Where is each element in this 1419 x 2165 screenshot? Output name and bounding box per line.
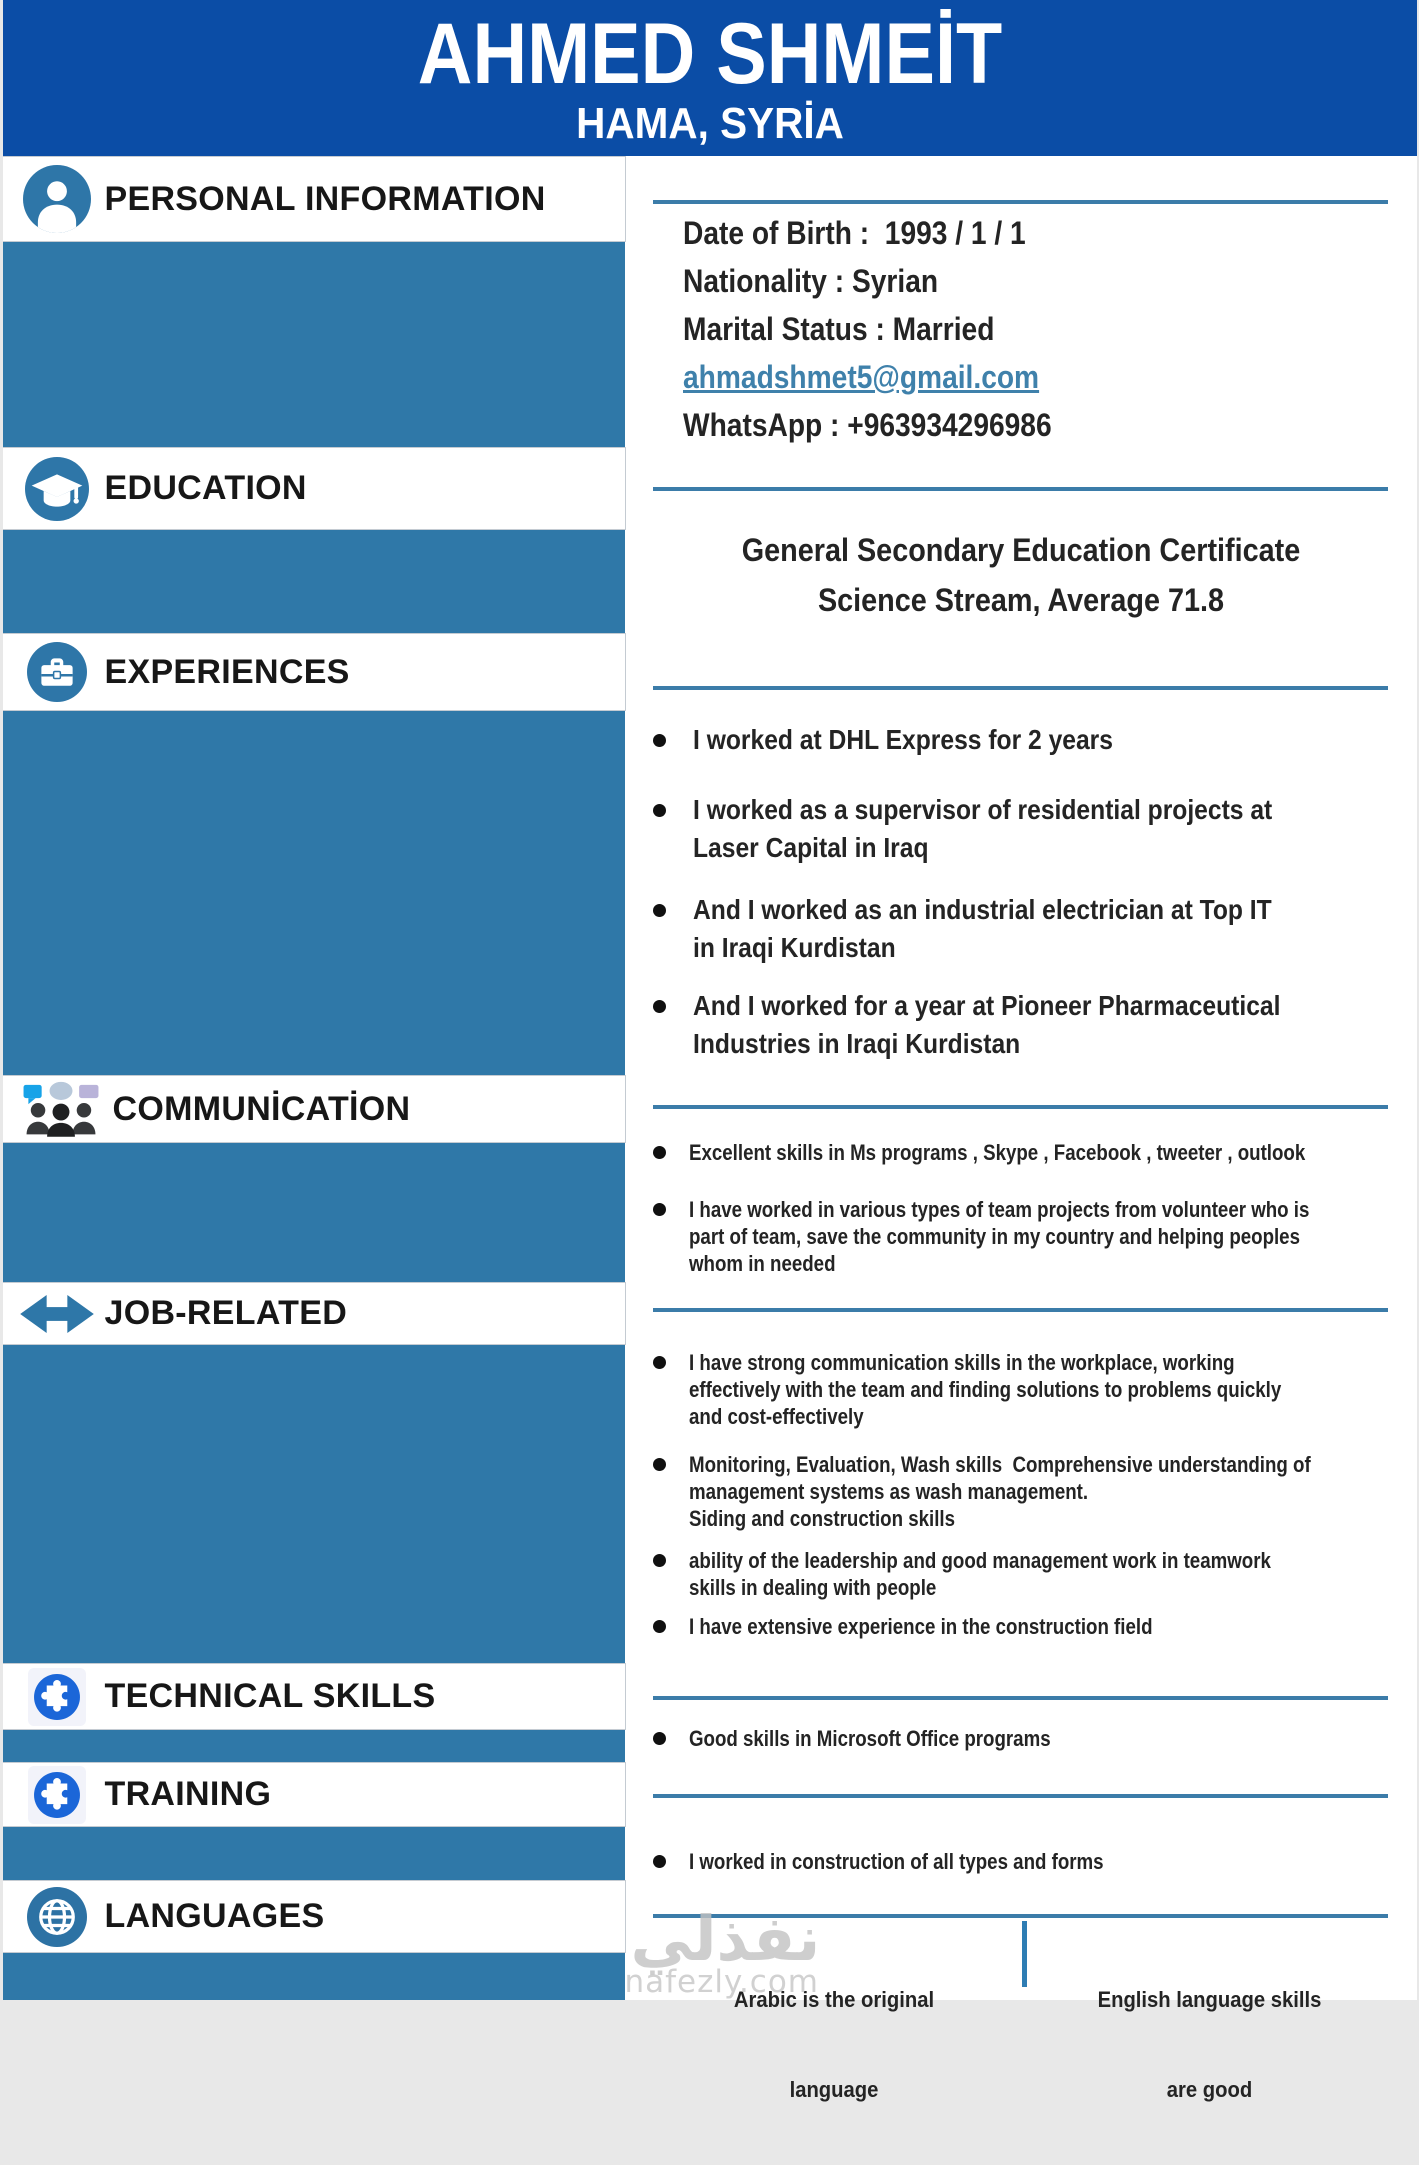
experience-item: I worked at DHL Express for 2 years xyxy=(653,721,1170,759)
section-label: PERSONAL INFORMATION xyxy=(105,180,546,219)
section-header-personal-information xyxy=(3,156,626,242)
bullet-icon xyxy=(653,1146,666,1159)
resume-page xyxy=(3,0,1417,2000)
separator xyxy=(653,1794,1388,1798)
job-related-item: Monitoring, Evaluation, Wash skills Comprehensive understanding of management systems as wash management. Siding and construction skills xyxy=(653,1451,1419,1532)
watermark-logo: نفذلي xyxy=(631,1902,821,1975)
whatsapp-number: WhatsApp : +963934296986 xyxy=(683,401,1052,449)
experience-item: I worked as a supervisor of residential projects at Laser Capital in Iraq xyxy=(653,791,1351,867)
footer-divider xyxy=(1022,1921,1027,1987)
separator xyxy=(653,1914,1388,1918)
section-header-technical-skills xyxy=(3,1663,626,1730)
date-of-birth: Date of Birth : 1993 / 1 / 1 xyxy=(683,209,1026,257)
separator xyxy=(653,200,1388,204)
separator xyxy=(653,686,1388,690)
section-label: LANGUAGES xyxy=(105,1897,325,1936)
job-related-item: I have extensive experience in the construction field xyxy=(653,1613,1234,1640)
separator xyxy=(653,1696,1388,1700)
email-link[interactable]: ahmadshmet5@gmail.com xyxy=(683,359,1039,395)
bullet-icon xyxy=(653,1356,666,1369)
double-arrow-icon xyxy=(19,1291,95,1337)
section-label: COMMUNİCATİON xyxy=(113,1090,411,1129)
bullet-icon xyxy=(653,1458,666,1471)
bullet-icon xyxy=(653,1203,666,1216)
puzzle-icon xyxy=(19,1766,95,1824)
bullet-icon xyxy=(653,1620,666,1633)
section-header-communication xyxy=(3,1075,626,1143)
person-icon xyxy=(19,165,95,233)
header xyxy=(3,0,1417,156)
globe-icon xyxy=(19,1887,95,1947)
section-header-training xyxy=(3,1762,626,1827)
education-stream: Science Stream, Average 71.8 xyxy=(689,575,1351,625)
section-label: JOB-RELATED xyxy=(105,1294,348,1333)
briefcase-icon xyxy=(19,642,95,702)
bullet-icon xyxy=(653,1855,666,1868)
section-header-experiences xyxy=(3,633,626,711)
email-row xyxy=(683,353,1039,401)
communication-item: I have worked in various types of team projects from volunteer who is part of team, save the community in my country and helping peoples whom in needed xyxy=(653,1196,1419,1277)
marital-status: Marital Status : Married xyxy=(683,305,994,353)
section-header-job-related xyxy=(3,1282,626,1345)
experience-item: And I worked for a year at Pioneer Pharmaceutical Industries in Iraqi Kurdistan xyxy=(653,987,1361,1063)
education-certificate: General Secondary Education Certificate xyxy=(689,525,1351,575)
location-subtitle: HAMA, SYRİA xyxy=(59,100,1360,148)
bullet-icon xyxy=(653,1554,666,1567)
technical-skill-item: Good skills in Microsoft Office programs xyxy=(653,1725,1114,1752)
bullet-icon xyxy=(653,904,666,917)
separator xyxy=(653,487,1388,491)
people-group-icon xyxy=(19,1080,103,1138)
bullet-icon xyxy=(653,1732,666,1745)
graduation-cap-icon xyxy=(19,457,95,521)
bullet-icon xyxy=(653,1000,666,1013)
watermark-domain: nafezly.com xyxy=(625,1964,820,2000)
language-arabic: Arabic is the original language xyxy=(667,1925,1000,2165)
puzzle-icon xyxy=(19,1668,95,1726)
page-title: AHMED SHMEİT xyxy=(87,6,1331,102)
communication-item: Excellent skills in Ms programs , Skype , Facebook , tweeter , outlook xyxy=(653,1139,1414,1166)
section-label: EXPERIENCES xyxy=(105,653,350,692)
section-header-education xyxy=(3,447,626,530)
language-english: English language skills are good xyxy=(1045,1925,1373,2165)
nationality: Nationality : Syrian xyxy=(683,257,938,305)
section-header-languages xyxy=(3,1880,626,1953)
experience-item: And I worked as an industrial electrician at Top IT in Iraqi Kurdistan xyxy=(653,891,1351,967)
separator xyxy=(653,1105,1388,1109)
section-label: TRAINING xyxy=(105,1775,272,1814)
bullet-icon xyxy=(653,804,666,817)
training-item: I worked in construction of all types and forms xyxy=(653,1848,1177,1875)
separator xyxy=(653,1308,1388,1312)
bullet-icon xyxy=(653,734,666,747)
job-related-item: ability of the leadership and good management work in teamwork skills in dealing with people xyxy=(653,1547,1374,1601)
section-label: TECHNICAL SKILLS xyxy=(105,1677,436,1716)
job-related-item: I have strong communication skills in the workplace, working effectively with the team and finding solutions to problems quickly and cost-effectively xyxy=(653,1349,1386,1430)
section-label: EDUCATION xyxy=(105,469,307,508)
